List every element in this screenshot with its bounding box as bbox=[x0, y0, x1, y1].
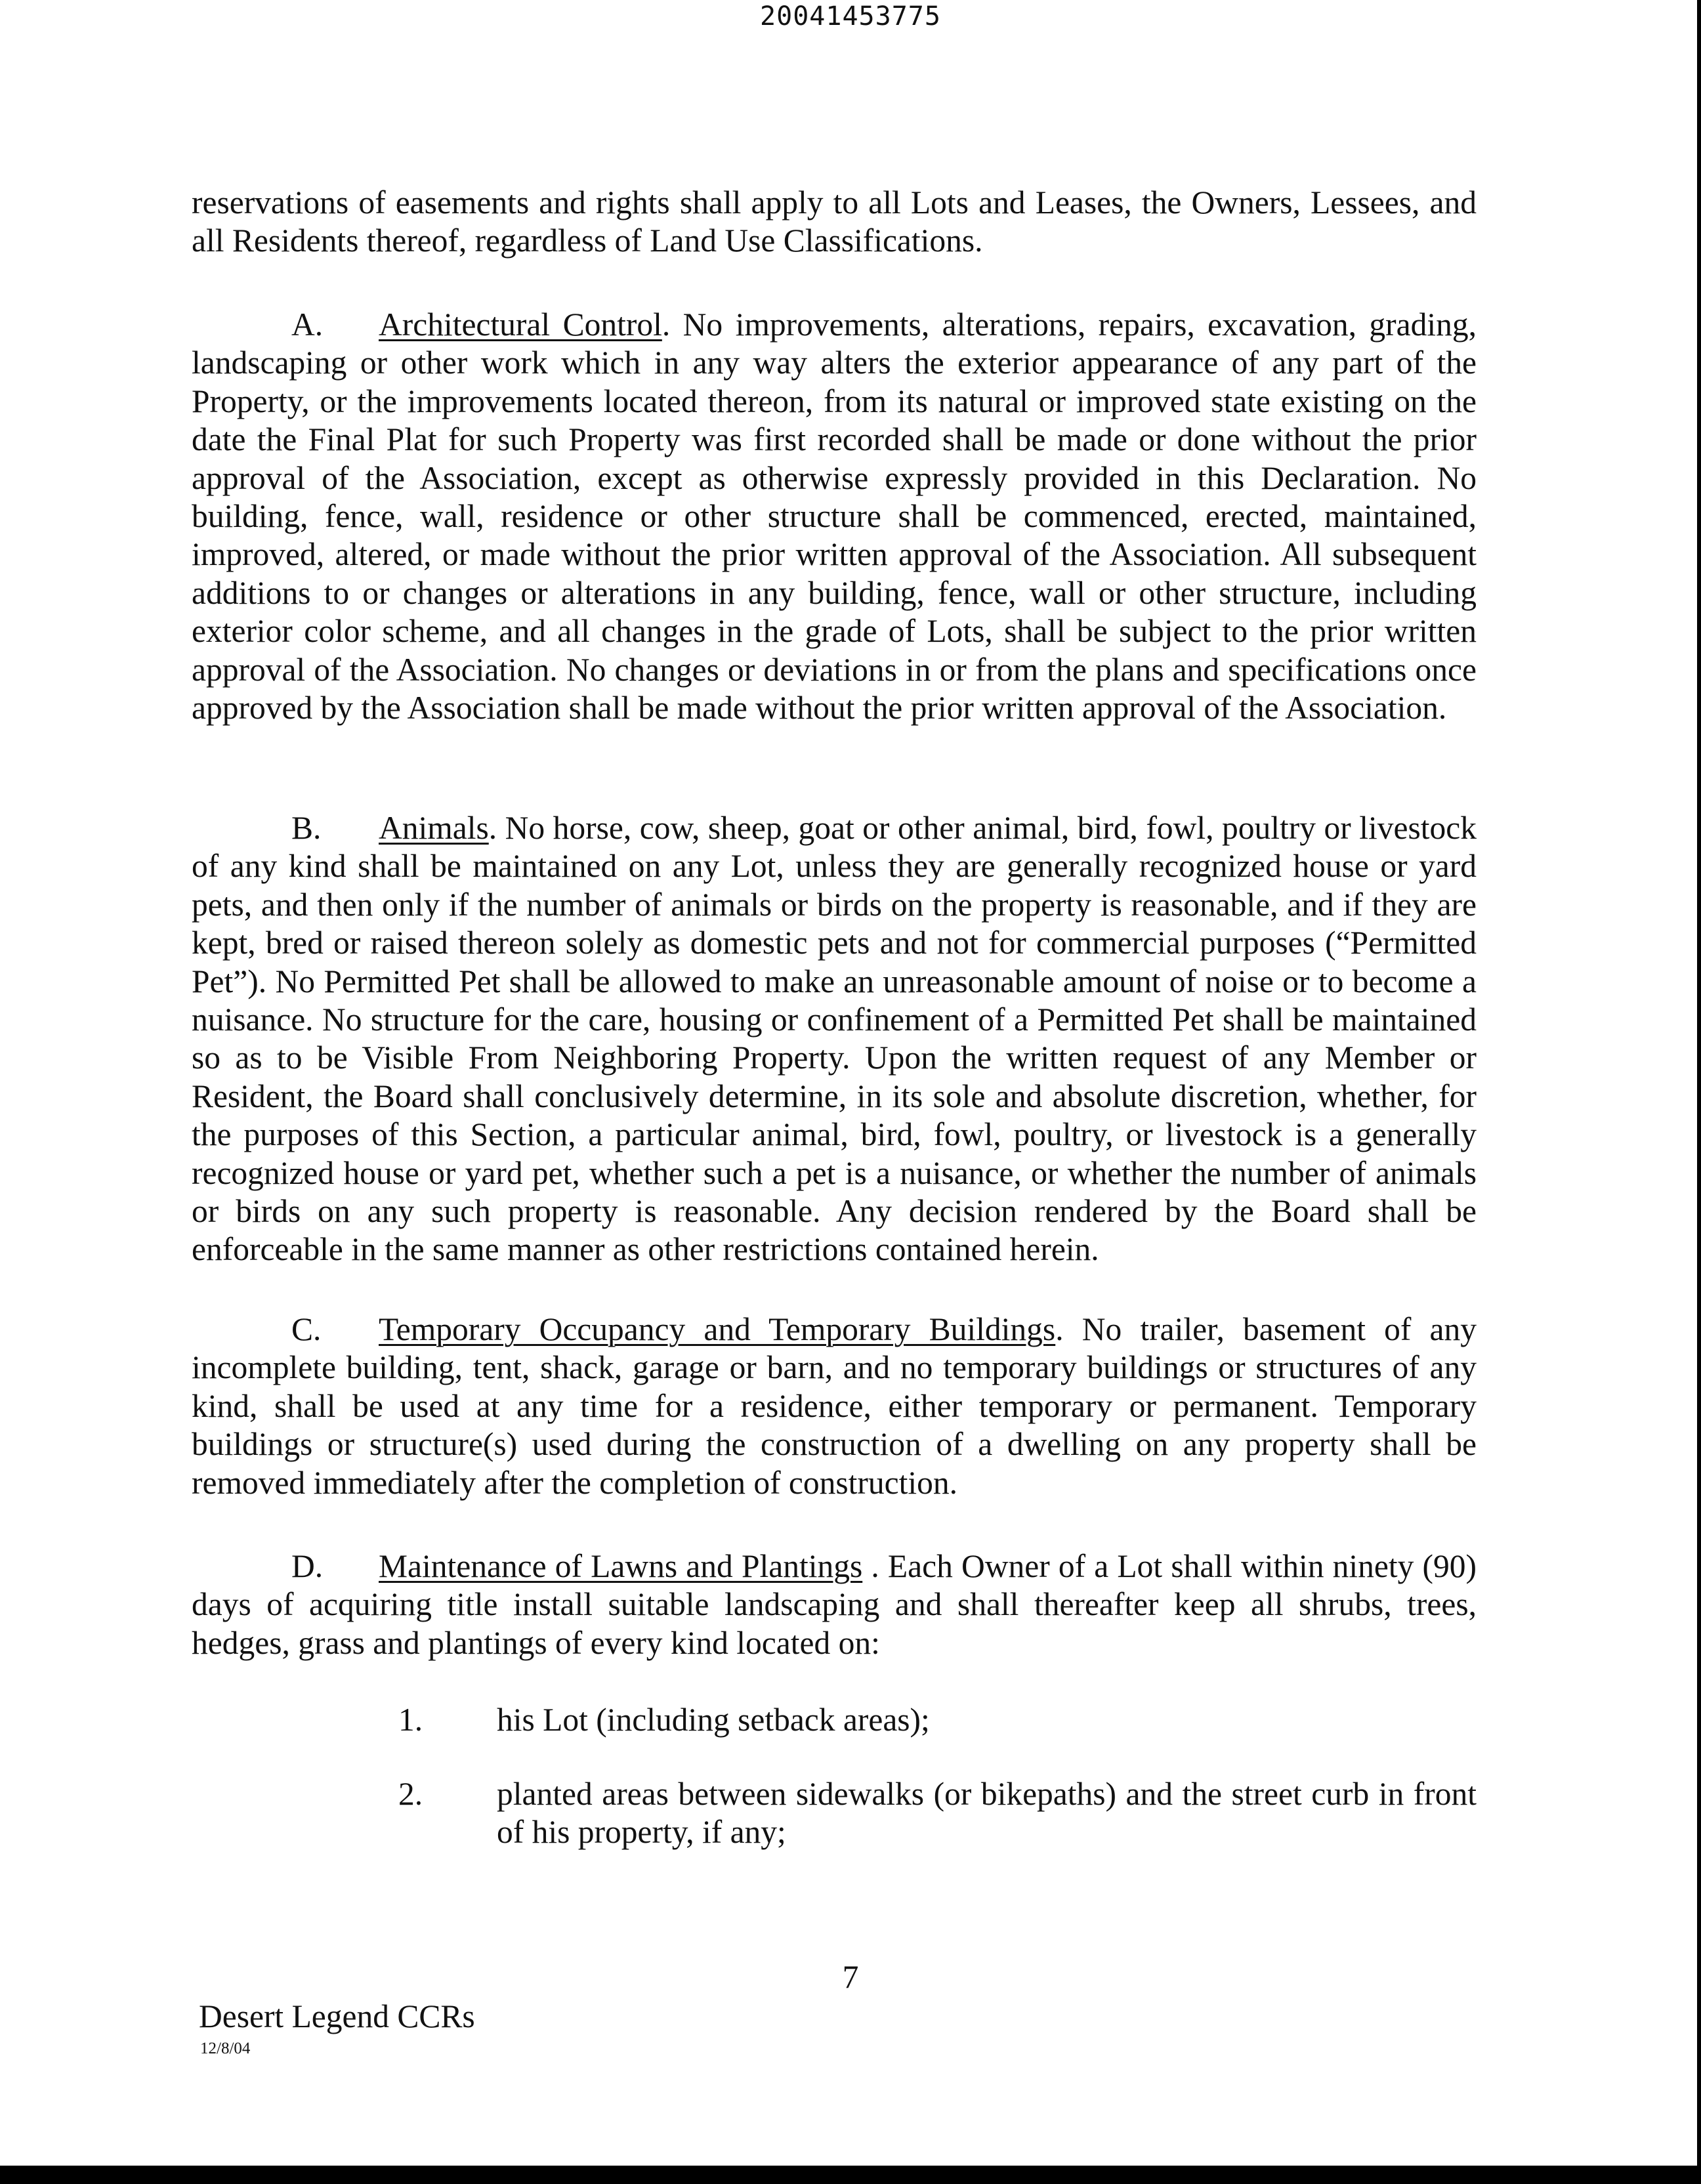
section-d-body: Each Owner of a Lot shall within ninety (90) days of acquiring title install suitable landscaping and shall thereafter keep all shrubs, trees, hedges, grass and plantings of every kind located on: bbox=[192, 1548, 1477, 1661]
section-d-letter: D. bbox=[291, 1548, 324, 1584]
section-c bbox=[192, 1311, 1477, 1502]
section-c-body: No trailer, basement of any incomplete building, tent, shack, garage or barn, and no temporary buildings or structures of any kind, shall be used at any time for a residence, either temporary or permanent. Temporary buildings or structure(s) used during the construction of a dwelling on any property shall be removed immediately after the completion of construction. bbox=[192, 1311, 1477, 1501]
section-b-heading: Animals bbox=[379, 810, 489, 846]
section-c-heading: Temporary Occupancy and Temporary Buildings bbox=[379, 1311, 1056, 1347]
section-c-heading-punct: . bbox=[1055, 1311, 1064, 1347]
section-a-heading-punct: . bbox=[662, 306, 671, 343]
section-a-heading: Architectural Control bbox=[379, 306, 662, 343]
section-a bbox=[192, 306, 1477, 727]
scan-border-bottom bbox=[0, 2166, 1701, 2184]
section-a-body: No improvements, alterations, repairs, excavation, grading, landscaping or other work which in any way alters the exterior appearance of any part of the Property, or the improvements located thereon, from its natural or improved state existing on the date the Final Plat for such Property was first recorded shall be made or done without the prior approval of the Association, except as otherwise expressly provided in this Declaration. No building, fence, wall, residence or other structure shall be commenced, erected, maintained, improved, altered, or made without the prior written approval of the Association. All subsequent additions to or changes or alterations in any building, fence, wall or other structure, including exterior color scheme, and all changes in the grade of Lots, shall be subject to the prior written approval of the Association. No changes or deviations in or from the plans and specifications once approved by the Association shall be made without the prior written approval of the Association. bbox=[192, 306, 1477, 726]
list-item bbox=[398, 1701, 1477, 1739]
footer-date: 12/8/04 bbox=[200, 2040, 251, 2057]
section-b-body: No horse, cow, sheep, goat or other animal, bird, fowl, poultry or livestock of any kind shall be maintained on any Lot, unless they are generally recognized house or yard pets, and then only if the number of animals or birds on the property is reasonable, and if they are kept, bred or raised thereon solely as domestic pets and not for commercial purposes (“Permitted Pet”). No Permitted Pet shall be allowed to make an unreasonable amount of noise or to become a nuisance. No structure for the care, housing or confinement of a Permitted Pet shall be maintained so as to be Visible From Neighboring Property. Upon the written request of any Member or Resident, the Board shall conclusively determine, in its sole and absolute discretion, whether, for the purposes of this Section, a particular animal, bird, fowl, poultry, or livestock is a generally recognized house or yard pet, whether such a pet is a nuisance, or whether the number of animals or birds on any such property is reasonable. Any decision rendered by the Board shall be enforceable in the same manner as other restrictions contained herein. bbox=[192, 810, 1477, 1268]
list-item-text: planted areas between sidewalks (or bikepaths) and the street curb in front of his property, if any; bbox=[497, 1776, 1477, 1851]
list-item-number: 1. bbox=[398, 1702, 423, 1738]
list-item bbox=[398, 1775, 1477, 1852]
footer-title: Desert Legend CCRs bbox=[199, 1998, 475, 2034]
scan-border-right bbox=[1697, 0, 1701, 2184]
page-number: 7 bbox=[842, 1959, 859, 1995]
section-b bbox=[192, 809, 1477, 1269]
document-number: 20041453775 bbox=[760, 1, 941, 32]
list-item-number: 2. bbox=[398, 1776, 423, 1812]
section-d-heading-punct: . bbox=[862, 1548, 879, 1584]
list-item-text: his Lot (including setback areas); bbox=[497, 1702, 930, 1738]
section-b-heading-punct: . bbox=[488, 810, 497, 846]
section-b-letter: B. bbox=[291, 810, 322, 846]
intro-paragraph: reservations of easements and rights shall apply to all Lots and Leases, the Owners, Lessees, and all Residents thereof, regardless of Land Use Classifications. bbox=[192, 184, 1477, 259]
section-d-heading: Maintenance of Lawns and Plantings bbox=[379, 1548, 863, 1584]
section-c-letter: C. bbox=[291, 1311, 322, 1347]
section-d bbox=[192, 1547, 1477, 1662]
section-a-letter: A. bbox=[291, 306, 324, 343]
